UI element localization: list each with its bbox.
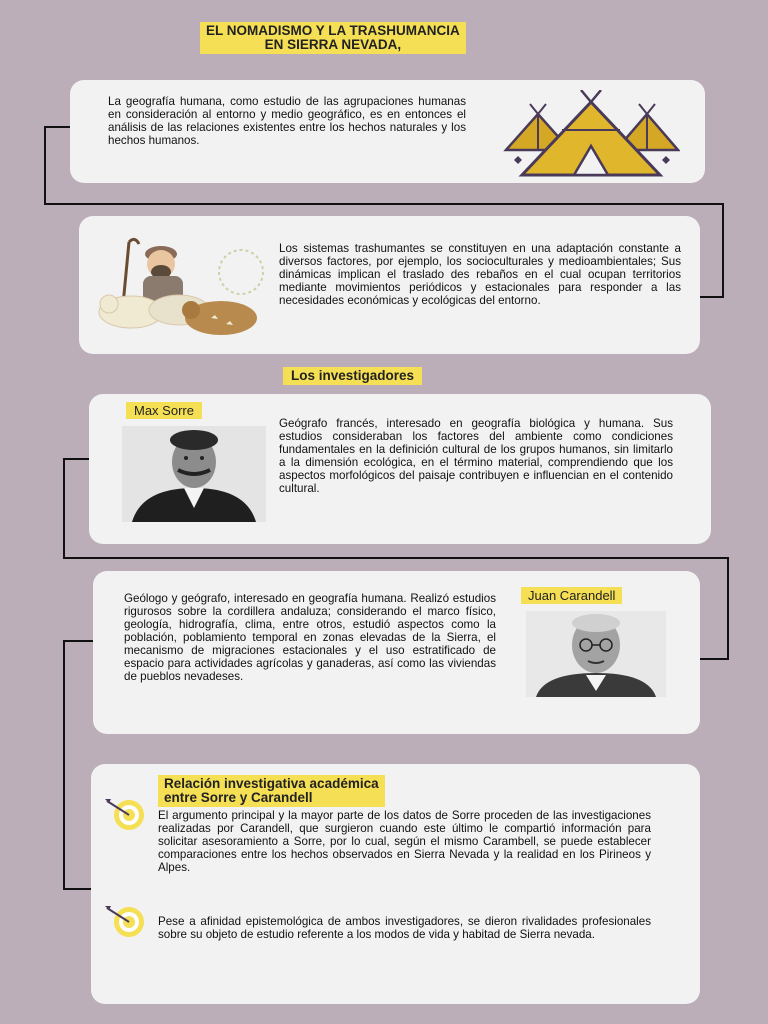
connector-line	[722, 203, 724, 298]
sorre-card	[89, 394, 711, 544]
connector-line	[63, 557, 729, 559]
target-arrow-icon	[103, 904, 153, 938]
sorre-name-label: Max Sorre	[126, 402, 202, 419]
tents-icon	[502, 90, 680, 180]
connector-line	[63, 888, 93, 890]
relation-title-line1: Relación investigativa académica	[164, 776, 379, 791]
juan-carandell-portrait	[526, 611, 666, 702]
target-arrow-icon	[103, 797, 153, 831]
relation-paragraph-1: El argumento principal y la mayor parte de los datos de Sorre proceden de las investigaciones realizadas por Carandell, que surgieron cuando este último le compartió información para solicitar asesoramiento a Sorre, por lo cual, según el mismo Carambell, se puede establecer comparaciones entre los hechos observados en Sierra Nevada y la realidad en los Pirineos y Alpes.	[158, 809, 651, 874]
relation-title-line2: entre Sorre y Carandell	[164, 790, 313, 806]
page-title-line2: EN SIERRA NEVADA,	[264, 37, 402, 53]
shepherd-with-sheep-icon	[91, 234, 271, 342]
page-title-line1: EL NOMADISMO Y LA TRASHUMANCIA	[206, 23, 460, 38]
relation-card	[91, 764, 700, 1004]
page-title	[200, 22, 466, 54]
section-title-investigadores: Los investigadores	[283, 367, 422, 385]
connector-line	[63, 640, 65, 890]
carandell-name-label: Juan Carandell	[521, 587, 622, 604]
connector-line	[44, 203, 724, 205]
connector-line	[44, 126, 70, 128]
connector-line	[63, 458, 91, 460]
systems-card	[79, 216, 700, 354]
connector-line	[727, 557, 729, 660]
connector-line	[700, 296, 724, 298]
relation-paragraph-2: Pese a afinidad epistemológica de ambos investigadores, se dieron rivalidades profesionales sobre su objeto de estudio referente a los modos de vida y habitad de Sierra nevada.	[158, 915, 651, 941]
max-sorre-portrait	[122, 426, 266, 527]
sorre-text: Geógrafo francés, interesado en geografía biológica y humana. Sus estudios consideraban los factores del ambiente como condiciones fundamentales en la definición cultural de los grupos humanos, sin limitarlo a la dimensión ecológica, en el término material, comprendiendo que los aspectos morfológicos del paisaje contribuyen e influencian en el contenido cultural.	[279, 417, 673, 495]
connector-line	[44, 126, 46, 204]
carandell-text: Geólogo y geógrafo, interesado en geografía humana. Realizó estudios rigurosos sobre la cordillera andaluza; considerando el marco físico, geología, hidrografía, clima, entre otros, estudió aspectos como la población, poblamiento temporal en zonas elevadas de la Sierra, el mecanismo de migraciones estacionales y el uso estratificado de espacio para actividades agrícolas y ganaderas, así como las viviendas de pueblos nevadeses.	[124, 592, 496, 683]
intro-card	[70, 80, 705, 183]
connector-line	[700, 658, 729, 660]
connector-line	[63, 640, 93, 642]
carandell-card	[93, 571, 700, 734]
systems-text: Los sistemas trashumantes se constituyen en una adaptación constante a diversos factores, por ejemplo, los socioculturales y medioambientales; Sus dinámicas implican el traslado des rebaños en el cual ocupan territorios mediante movimientos periódicos y estacionales para responder a las necesidades económicas y ecológicas del entorno.	[279, 242, 681, 307]
intro-text: La geografía humana, como estudio de las agrupaciones humanas en consideración al entorno y medio geográfico, es en entonces el análisis de las relaciones existentes entre los hechos naturales y los hechos humanos.	[108, 95, 466, 147]
connector-line	[63, 458, 65, 558]
relation-title	[158, 775, 385, 807]
